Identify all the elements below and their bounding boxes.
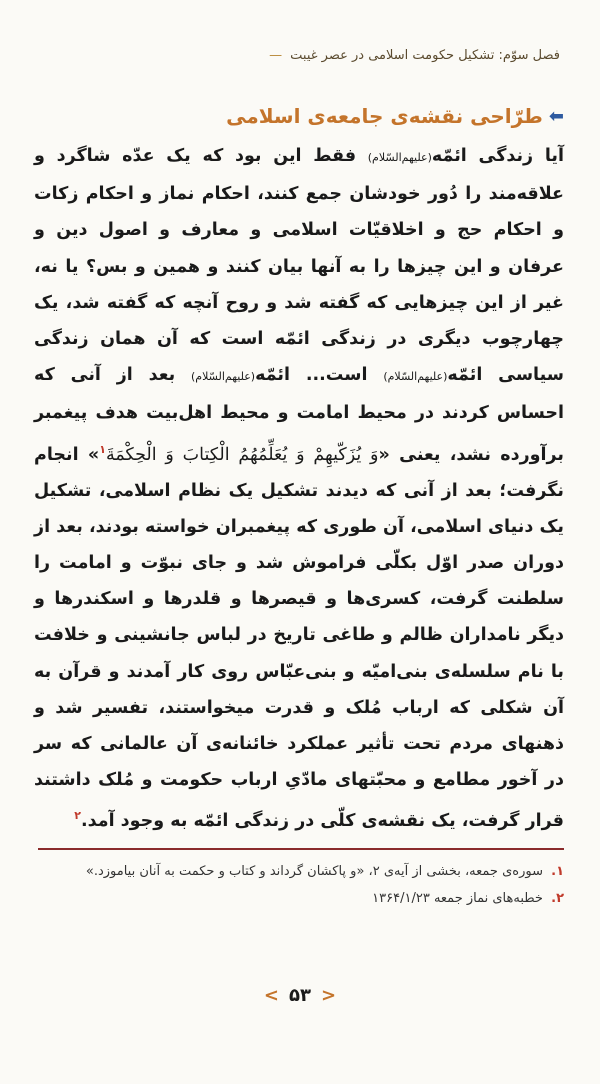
footnotes [34, 858, 564, 912]
honorific-text: (علیهم‌السّلام) [367, 151, 432, 164]
footnote-number: ۲. [551, 891, 564, 906]
header-dash-decoration: — [269, 48, 283, 63]
chevron-left-icon: < [263, 985, 279, 1006]
body-text-run: فقط این بود که یک عدّه شاگرد و علاقه‌مند را دُور خودشان جمع کنند، احکام نماز و احکام زکات و احکام حج و اخلاقیّات اسلامی و معارف و اصول دین و عرفان و این چیزها را به آنها بیان کنند و همین و بس؟ یا نه، غیر از این چیزهایی که گفته شد و روح آنچه که گفته شد، یک چهارچوب دیگری در زندگی ائمّه است که آن همان زندگی سیاسی ائمّه [34, 146, 564, 386]
body-text-run: آیا زندگی ائمّه [431, 146, 564, 166]
footnote-divider [38, 848, 564, 850]
running-header-title: فصل سوّم: تشکیل حکومت اسلامی در عصر غیبت [290, 48, 560, 63]
page-number [0, 985, 600, 1006]
footnote-text: سوره‌ی جمعه، بخشی از آیه‌ی ۲، «و پاکشان گرداند و کتاب و حکمت به آنان بیاموزد.» [85, 864, 543, 879]
footnote-ref-1[interactable]: ۱ [99, 442, 106, 456]
footnote-item [34, 858, 564, 885]
footnote-number: ۱. [551, 864, 564, 879]
section-heading-text: طرّاحی نقشه‌ی جامعه‌ی اسلامی [226, 104, 543, 128]
page-number-value: ۵۳ [289, 985, 311, 1006]
section-heading [44, 104, 564, 128]
honorific-text: (علیهم‌السّلام) [190, 370, 256, 384]
body-paragraph [34, 138, 564, 840]
footnote-text: خطبه‌های نماز جمعه ۱۳۶۴/۱/۲۳ [372, 891, 543, 906]
body-text-run: بعد از آنی که احساس کردند در محیط امامت و محیط اهل‌بیت هدف پیغمبر برآورده نشد، یعنی « [34, 365, 564, 465]
quran-verse: وَ یُزَکّیهِمْ وَ یُعَلِّمُهُمُ الْکِتابَ وَ الْحِکْمَةَ [105, 444, 379, 465]
footnote-ref-2[interactable]: ۲ [74, 809, 81, 823]
body-text-run: » انجام نگرفت؛ بعد از آنی که دیدند تشکیل یک نظام اسلامی، تشکیل یک دنیای اسلامی، آن طوری که پیغمبران خواسته بودند، بعد از دوران صدر اوّل بکلّی فراموش شد و جای نبوّت و امامت را سلطنت گرفت، کسری‌ها و قیصرها و قلدرها و اسکندرها و دیگر نامداران ظالم و طاغی تاریخ در لباس جانشینی و خلافت با نام سلسله‌ی بنی‌امیّه و بنی‌عبّاس روی کار آمدند و قرآن به آن شکلی که ارباب مُلک و قدرت میخواستند، تفسیر شد و ذهنهای مردم تحت تأثیر عملکرد خائنانه‌ی آن عالمانی که سر در آخور مطامع و محبّتهای مادّیِ ارباب حکومت و مُلک داشتند قرار گرفت، یک نقشه‌ی کلّی در زندگی ائمّه به وجود آمد. [34, 444, 564, 832]
arrow-left-icon: ⬅ [548, 105, 564, 127]
chevron-right-icon: > [320, 985, 337, 1006]
footnote-item [34, 885, 564, 912]
body-text-run: است... ائمّه [255, 365, 384, 386]
honorific-text: (علیهم‌السّلام) [383, 370, 448, 384]
running-header [100, 48, 560, 63]
